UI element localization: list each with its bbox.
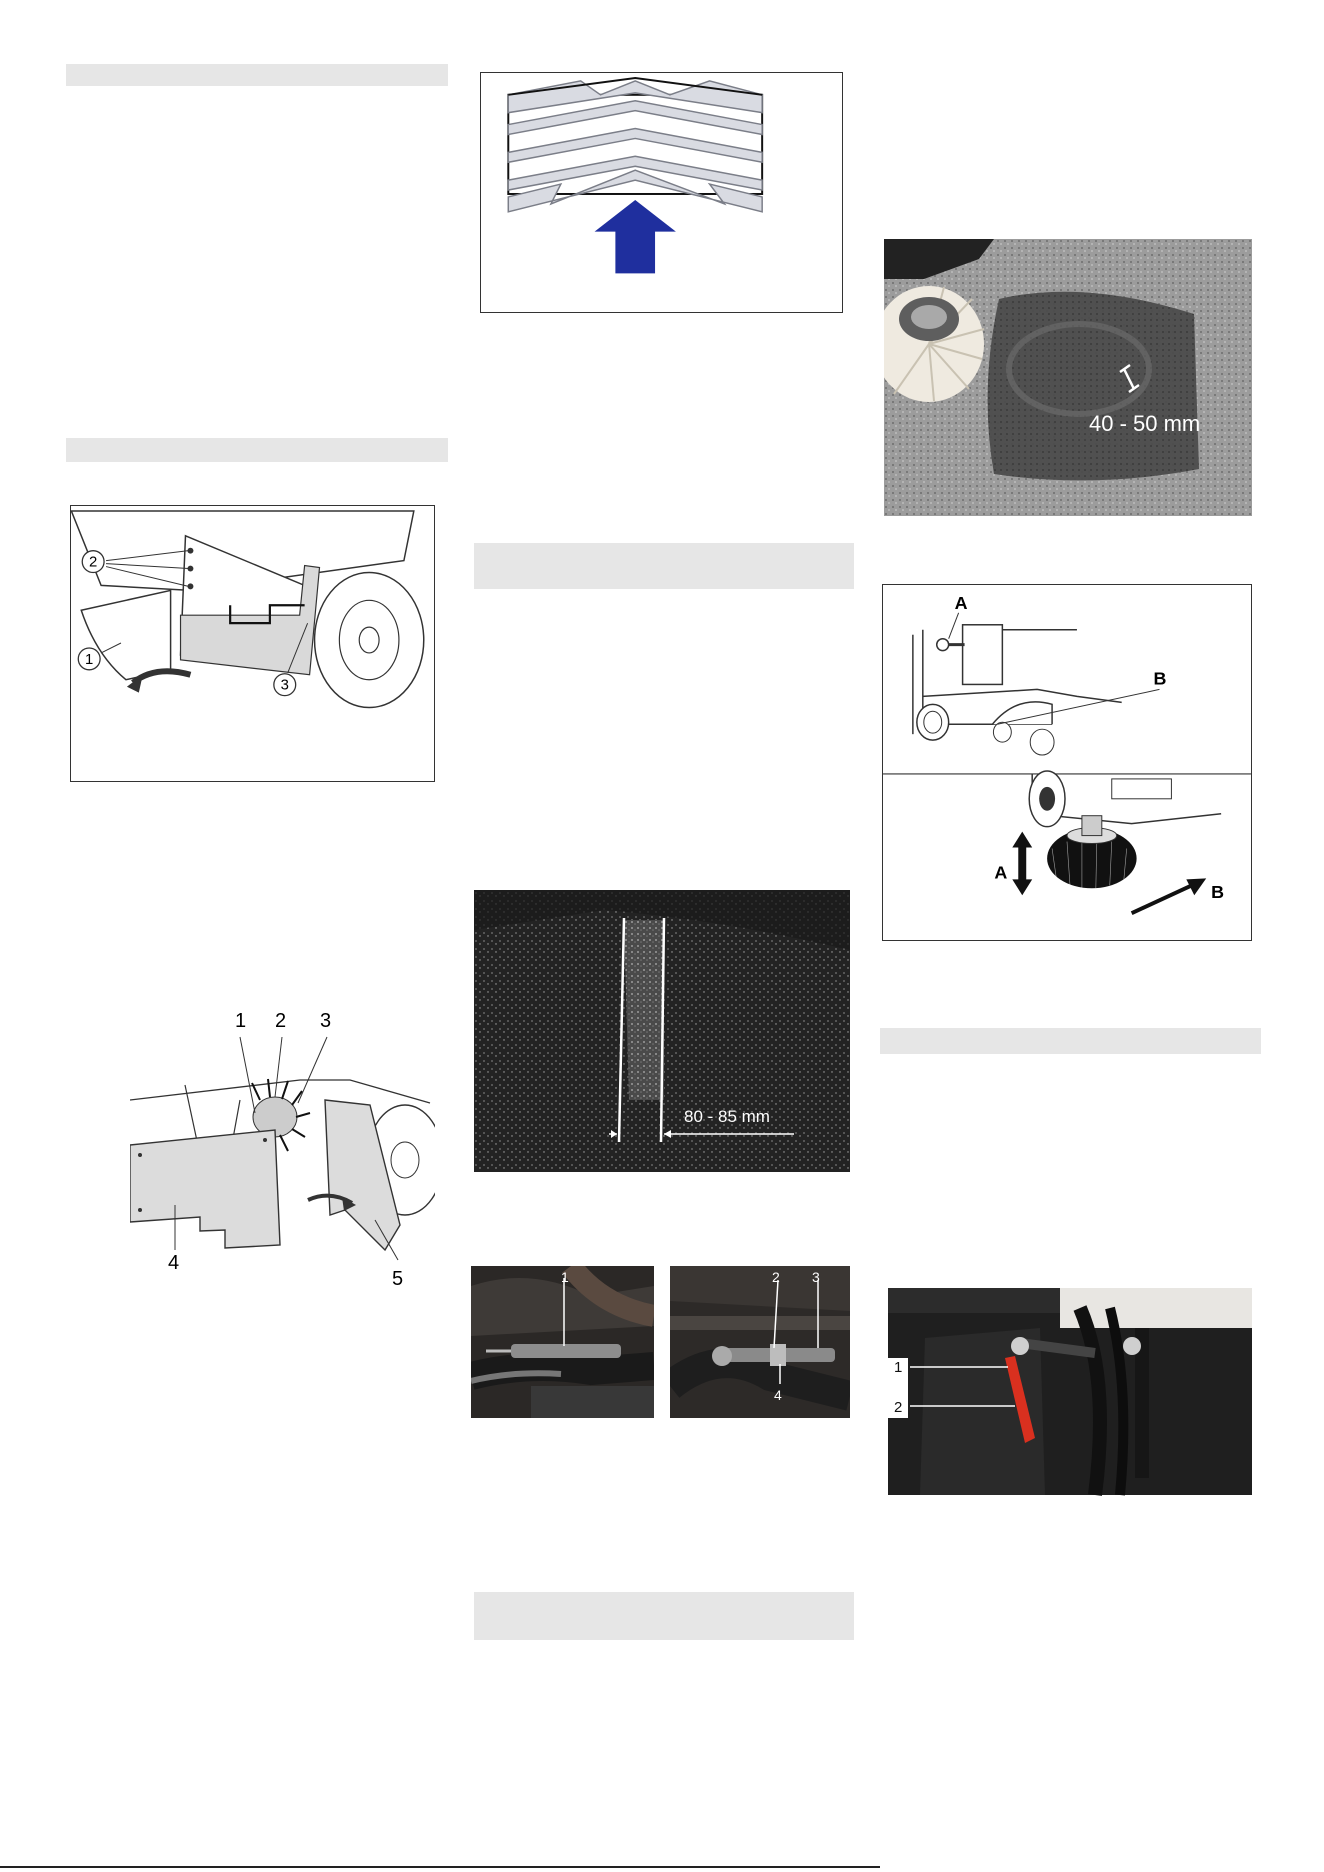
section-heading-bar-1	[66, 64, 448, 86]
figure-cable-photo-right	[670, 1266, 850, 1418]
height-adjust-arrow-icon	[1012, 832, 1032, 896]
callout-4: 4	[168, 1252, 180, 1274]
section-heading-bar-5	[880, 1028, 1261, 1054]
section-heading-bar-2	[66, 438, 448, 462]
callout-1: 1	[561, 1269, 569, 1285]
figure-side-brush-track-photo	[884, 239, 1252, 516]
figure-filter-lamellae	[480, 72, 843, 313]
callout-1: 1	[894, 1359, 903, 1376]
callout-a-top: A	[954, 592, 968, 613]
callout-2: 2	[275, 1010, 287, 1032]
callout-3: 3	[812, 1269, 820, 1285]
airflow-arrow-icon	[595, 200, 676, 273]
callout-b-top: B	[1153, 668, 1167, 689]
callout-1	[78, 648, 100, 670]
figure-cable-photo-left	[471, 1266, 654, 1418]
svg-text:1: 1	[85, 651, 94, 668]
callout-2: 2	[772, 1269, 780, 1285]
filter-lamellae-drawing	[481, 73, 842, 312]
callout-5: 5	[392, 1268, 404, 1290]
callout-3	[274, 674, 296, 696]
callout-1: 1	[235, 1010, 247, 1032]
side-flap-drawing	[71, 506, 434, 781]
callout-b-bottom: B	[1211, 882, 1225, 903]
svg-text:2: 2	[89, 554, 98, 571]
callout-a-bottom: A	[994, 862, 1008, 883]
lever-photo	[880, 1288, 1252, 1498]
figure-side-panels	[130, 1005, 435, 1305]
side-brush-adjust-drawing	[883, 585, 1251, 940]
callout-2: 2	[894, 1399, 903, 1416]
callout-2	[82, 551, 104, 573]
cable-photo-right	[670, 1266, 850, 1418]
side-brush-track-photo	[884, 239, 1252, 516]
section-heading-bar-4	[474, 1592, 854, 1640]
callout-4: 4	[774, 1387, 782, 1403]
cable-photo-left	[471, 1266, 654, 1418]
footer-rule	[0, 1866, 880, 1868]
figure-side-brush-adjust	[882, 584, 1252, 941]
figure-side-flap	[70, 505, 435, 782]
side-panels-drawing	[130, 1005, 435, 1305]
figure-sweep-track-photo	[474, 890, 850, 1172]
svg-text:3: 3	[280, 677, 289, 694]
angle-adjust-arrow-icon	[1132, 878, 1207, 913]
callout-3: 3	[320, 1010, 332, 1032]
figure-lever-photo	[880, 1288, 1252, 1498]
side-brush-measure: 40 - 50 mm	[1089, 411, 1201, 436]
side-brush-icon	[1047, 816, 1136, 889]
section-heading-bar-3	[474, 543, 854, 589]
sweep-track-measure: 80 - 85 mm	[684, 1107, 770, 1126]
sweep-track-photo	[474, 890, 850, 1172]
